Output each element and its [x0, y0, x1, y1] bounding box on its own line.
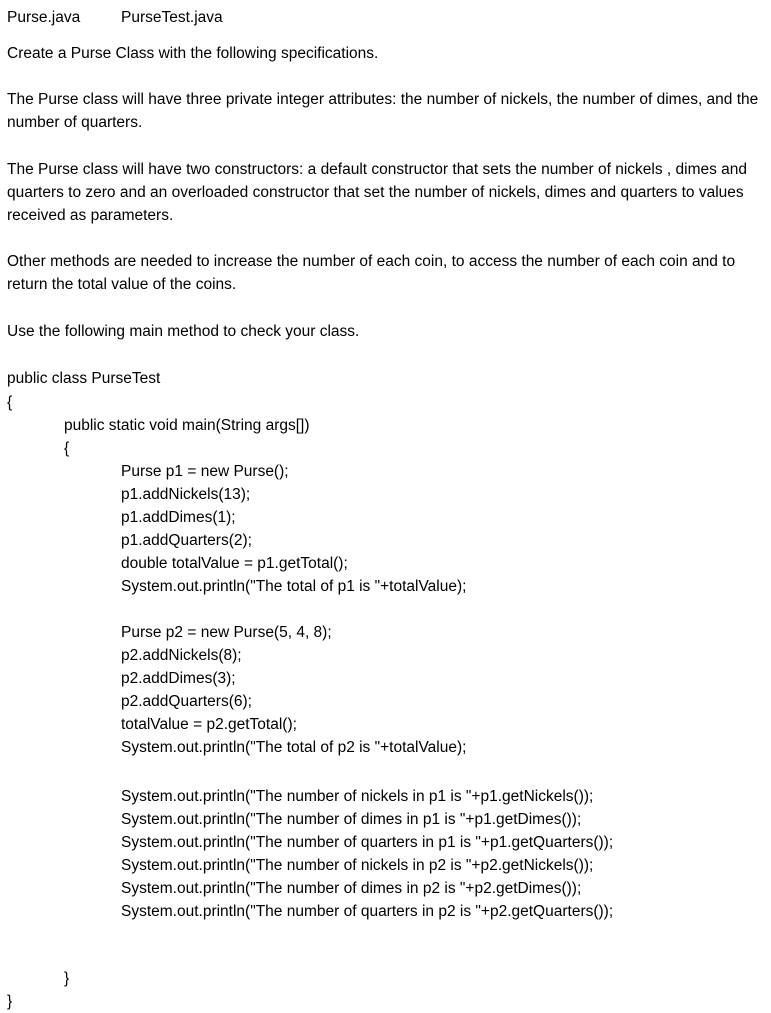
code-line: System.out.println("The number of dimes in p1 is "+p1.getDimes()); — [121, 811, 582, 828]
class-close-brace: } — [7, 993, 13, 1010]
main-close-brace: } — [64, 970, 70, 987]
tab-purse-java[interactable]: Purse.java — [7, 9, 81, 26]
code-line: totalValue = p2.getTotal(); — [121, 716, 297, 733]
code-line: p1.addQuarters(2); — [121, 532, 252, 549]
code-line: System.out.println("The total of p1 is "+totalValue); — [121, 578, 467, 595]
code-line: Purse p2 = new Purse(5, 4, 8); — [121, 624, 332, 641]
code-line: System.out.println("The number of dimes in p2 is "+p2.getDimes()); — [121, 880, 582, 897]
code-line: System.out.println("The number of nickels in p2 is "+p2.getNickels()); — [121, 857, 594, 874]
code-line: p2.addNickels(8); — [121, 647, 242, 664]
code-line: p1.addNickels(13); — [121, 486, 251, 503]
methods-paragraph: Other methods are needed to increase the number of each coin, to access the number of each coin and to return the total value of the coins. — [7, 253, 736, 293]
attributes-paragraph: The Purse class will have three private integer attributes: the number of nickels, the number of dimes, and the number of quarters. — [7, 91, 759, 131]
main-declaration: public static void main(String args[]) — [64, 417, 310, 434]
class-open-brace: { — [7, 394, 13, 411]
main-method-paragraph: Use the following main method to check your class. — [7, 323, 360, 340]
code-line: Purse p1 = new Purse(); — [121, 463, 289, 480]
code-line: p1.addDimes(1); — [121, 509, 236, 526]
code-line: double totalValue = p1.getTotal(); — [121, 555, 348, 572]
code-line: p2.addDimes(3); — [121, 670, 236, 687]
code-line: System.out.println("The number of nickels in p1 is "+p1.getNickels()); — [121, 788, 594, 805]
code-line: System.out.println("The number of quarters in p1 is "+p1.getQuarters()); — [121, 834, 614, 851]
code-line: p2.addQuarters(6); — [121, 693, 252, 710]
class-declaration: public class PurseTest — [7, 370, 161, 387]
code-line: System.out.println("The number of quarters in p2 is "+p2.getQuarters()); — [121, 903, 614, 920]
tab-pursetest-java[interactable]: PurseTest.java — [121, 9, 223, 26]
code-line: System.out.println("The total of p2 is "+totalValue); — [121, 739, 467, 756]
intro-paragraph: Create a Purse Class with the following specifications. — [7, 45, 379, 62]
main-open-brace: { — [64, 440, 70, 457]
constructors-paragraph: The Purse class will have two constructors: a default constructor that sets the number of nickels , dimes and quarters to zero and an overloaded constructor that set the number of nickels, dimes and quarters to values received as parameters. — [7, 161, 748, 224]
